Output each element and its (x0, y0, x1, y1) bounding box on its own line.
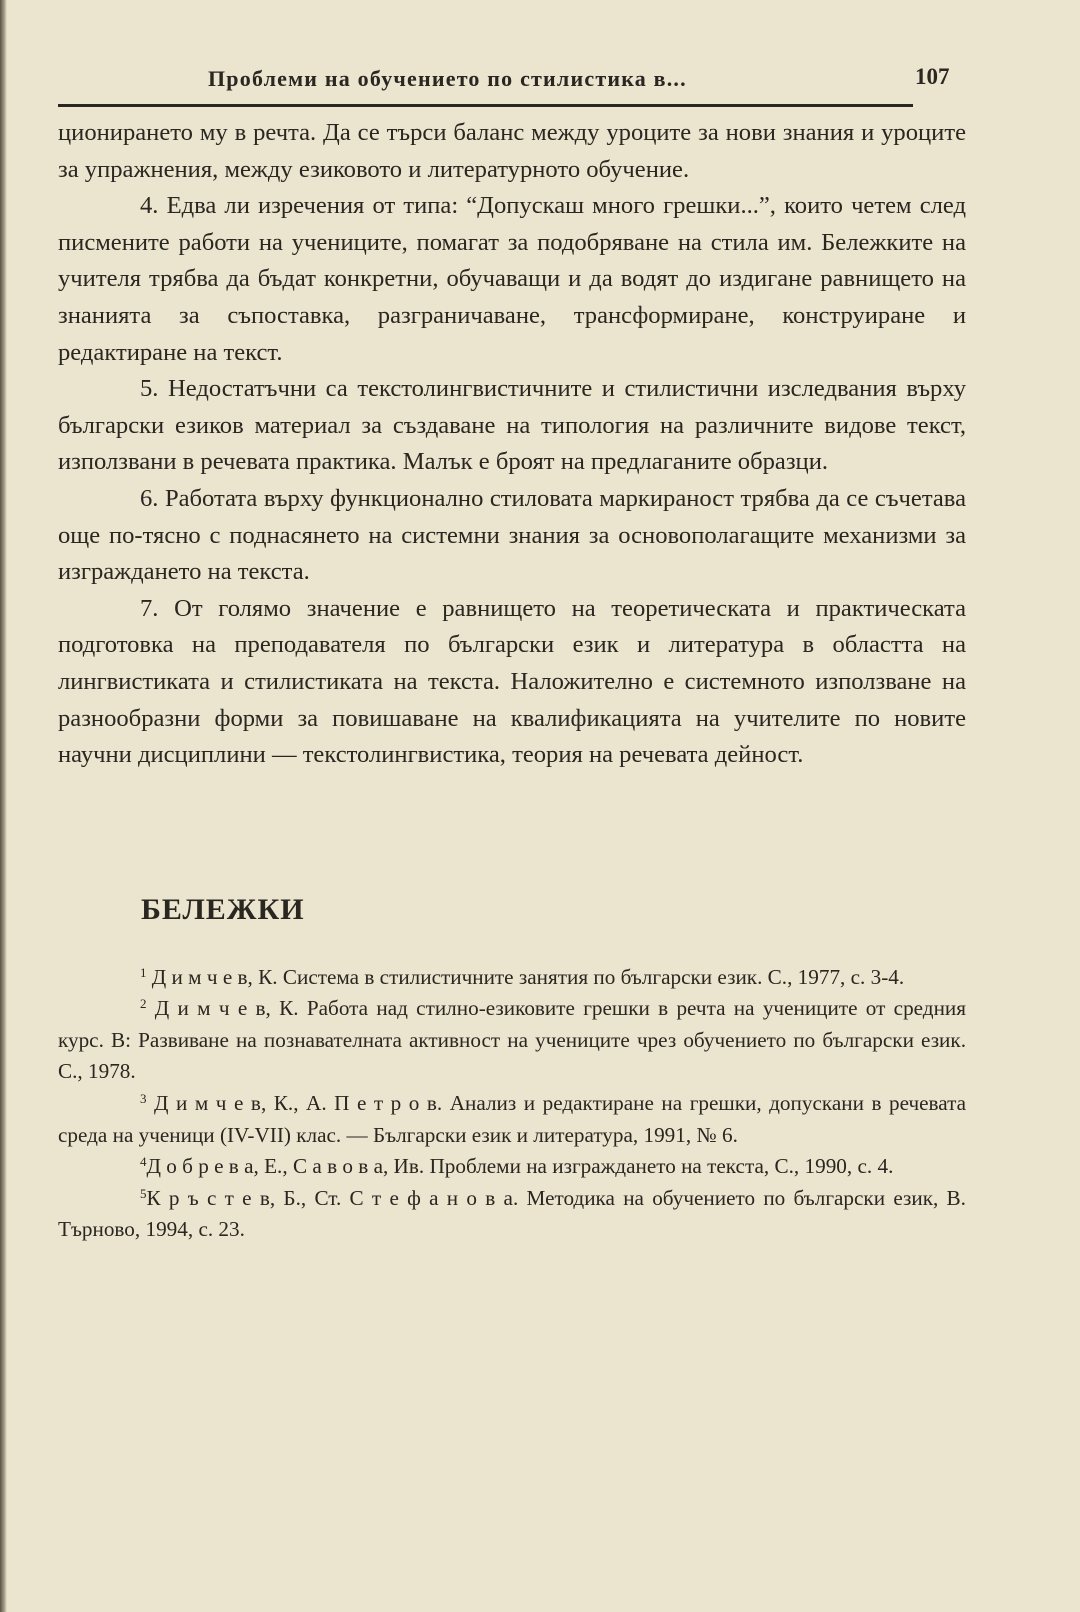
note-text: , Е., С а в о в а, Ив. Проблеми на изграждането на текста, С., 1990, с. 4. (253, 1154, 894, 1179)
page-number: 107 (915, 64, 950, 89)
notes-list (58, 962, 966, 1246)
note-text: , Б., Ст. С т е ф а н о в а. Методика на обучението по български език, В. Търново, 1994, с. 23. (58, 1185, 966, 1242)
running-header (58, 62, 950, 107)
note-author: Д и м ч е в (151, 964, 248, 989)
note-number: 3 (140, 1091, 147, 1107)
paragraph-point-6: 6. Работата върху функционално стиловата маркираност трябва да се съчетава още по-тясно с поднасянето на системни знания за основополагащите механизми за изграждането на текста. (58, 484, 966, 586)
book-spine-shadow (0, 0, 7, 1612)
running-title: Проблеми на обучението по стилистика в... (208, 66, 687, 91)
note-author: К р ъ с т е в (146, 1185, 270, 1210)
note-number: 2 (140, 996, 147, 1012)
paragraph-continuation: ционирането му в речта. Да се търси баланс между уроците за нови знания и уроците за упражнения, между езиковото и литературното обучение. (58, 119, 966, 183)
paragraph-point-4: 4. Едва ли изречения от типа: “Допускаш много грешки...”, които четем след писмените работи на учениците, помагат за подобряване на стила им. Бележките на учителя трябва да бъдат конкретни, обучаващи и да водят до издигане равнището на знанията за съпоставка, разграничаване, трансформиране, конструиране и редактиране на текст. (58, 192, 966, 366)
body-text (58, 115, 966, 774)
note-text: , К. Работа над стилно-езиковите грешки в речта на учениците от средния курс. В: Развиване на познавателната активност на учениците чрез обучението по български език. С., 1978. (58, 996, 967, 1084)
note-item (58, 1183, 966, 1246)
note-author: Д о б р е в а (146, 1154, 254, 1179)
paragraph-point-7: 7. От голямо значение е равнището на теоретическата и практическата подготовка на преподавателя по български език и литература в областта на лингвистиката и стилистиката на текста. Наложително е системното използване на разнообразни форми за повишаване на квалификацията на учителите по новите научни дисциплини — текстолингвистика, теория на речевата дейност. (58, 594, 966, 769)
book-page (58, 62, 966, 1246)
note-item (58, 1151, 966, 1183)
note-item (58, 993, 966, 1088)
note-text: , К., А. П е т р о в. Анализ и редактиране на грешки, допускани в речевата среда на ученици (IV-VII) клас. — Български език и литература, 1991, № 6. (58, 1091, 967, 1147)
note-author: Д и м ч е в (154, 1091, 261, 1116)
note-author: Д и м ч е в (154, 996, 266, 1021)
note-number: 1 (140, 964, 147, 980)
note-item (58, 962, 966, 994)
note-number: 4 (140, 1154, 147, 1170)
paragraph-point-5: 5. Недостатъчни са текстолингвистичните и стилистични изследвания върху български езиков материал за създаване на типология на различните видове текст, използвани в речевата практика. Малък е броят на предлаганите образци. (58, 375, 966, 476)
note-text: , К. Система в стилистичните занятия по български език. С., 1977, с. 3-4. (247, 964, 905, 989)
note-item (58, 1088, 966, 1151)
note-number: 5 (140, 1185, 147, 1201)
notes-heading: БЕЛЕЖКИ (141, 892, 305, 926)
